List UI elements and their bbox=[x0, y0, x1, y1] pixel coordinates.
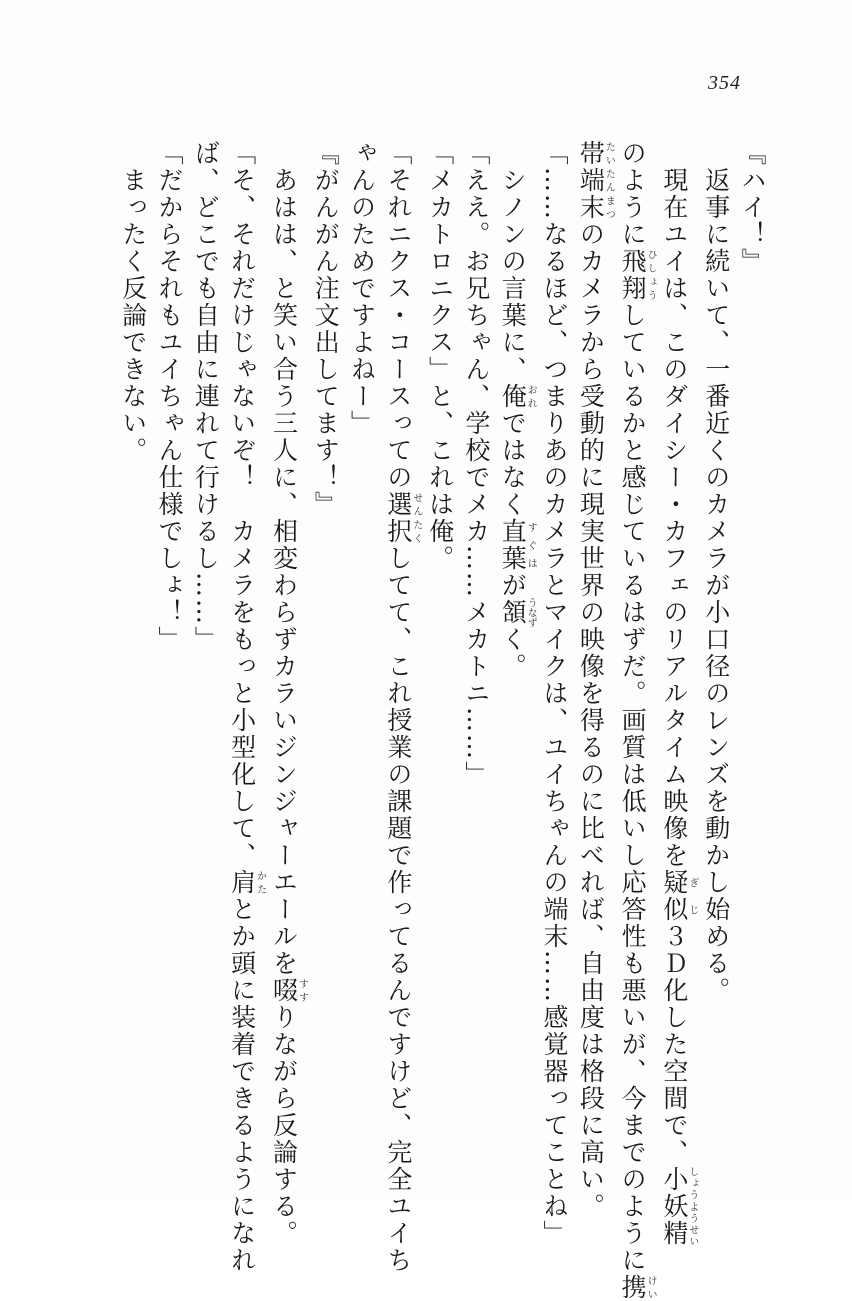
text-line-1: 『ハイ！』 bbox=[738, 140, 767, 275]
text-line-4 bbox=[614, 140, 657, 1301]
text-line-8: 「ええ。お兄ちゃん、学校でメカ……メカトニ……」 bbox=[461, 140, 491, 788]
ruby-sentaku: 選択せんたく bbox=[383, 491, 422, 545]
ruby-kata: 肩かた bbox=[227, 869, 266, 896]
text-line-3 bbox=[656, 140, 698, 1247]
text-line-4-a: のように bbox=[618, 140, 648, 248]
page-number: 354 bbox=[708, 72, 741, 94]
text-line-17: まったく反論できない。 bbox=[118, 140, 148, 464]
text-line-4-b: しているかと感じているはずだ。画質は低いし応答性も悪いが、今までのように bbox=[618, 302, 648, 1274]
text-line-6: 「……なるほど、つまりあのカメラとマイクは、ユイちゃんの端末……感覚器ってことね」 bbox=[540, 140, 570, 1247]
ruby-kei: 携けい bbox=[618, 1274, 657, 1301]
text-line-12: 『がんがん注文出してます！』 bbox=[311, 140, 341, 518]
text-line-7-a: シノンの言葉に、 bbox=[498, 140, 528, 383]
text-line-10-b: してて、これ授業の課題で作ってるんですけど、完全ユイち bbox=[383, 545, 413, 1274]
body-text bbox=[110, 140, 770, 1301]
text-line-3-a: 現在ユイは、このダイシー・カフェのリアルタイム映像を bbox=[659, 140, 689, 869]
ruby-suguha: 直葉すぐは bbox=[498, 518, 537, 572]
text-line-7-d: く。 bbox=[498, 626, 528, 680]
text-line-5 bbox=[572, 140, 615, 1220]
text-line-3-b: ３Ｄ化した空間で、 bbox=[659, 923, 689, 1166]
ruby-hishou: 飛翔ひしょう bbox=[618, 248, 657, 302]
text-line-9: 「メカトロニクス」と、これは俺。 bbox=[425, 140, 455, 572]
ruby-taitanmatsu: 帯端末たいたんまつ bbox=[576, 140, 615, 221]
text-line-7 bbox=[494, 140, 536, 1150]
text-line-11: ゃんのためですよねー」 bbox=[347, 140, 377, 437]
text-line-13-b: りながら反論する。 bbox=[269, 1004, 299, 1247]
ruby-gi: 疑似ぎじ bbox=[659, 869, 698, 923]
text-line-14-a: 「そ、それだけじゃないぞ！ カメラをもっと小型化して、 bbox=[227, 140, 257, 869]
text-line-2: 返事に続いて、一番近くのカメラが小口径のレンズを動かし始める。 bbox=[701, 140, 731, 1004]
text-line-16: 「だからそれもユイちゃん仕様でしょ！」 bbox=[155, 140, 185, 653]
text-line-14-b: とか頭に装着できるようになれ bbox=[227, 896, 257, 1274]
text-line-10-a: 「それニクス・コースっての bbox=[383, 140, 413, 491]
ruby-unazu: 頷うなず bbox=[498, 597, 537, 628]
text-line-5-a: のカメラから受動的に現実世界の映像を得るのに比べれば、自由度は格段に高い。 bbox=[576, 221, 606, 1220]
text-line-7-c: が bbox=[498, 572, 528, 599]
text-line-13-a: あはは、と笑い合う三人に、相変わらずカラいジンジャーエールを bbox=[269, 140, 299, 977]
text-line-7-b: ではなく bbox=[498, 410, 528, 518]
ruby-susu: 啜すす bbox=[269, 977, 308, 1004]
ruby-ore: 俺おれ bbox=[498, 383, 537, 410]
ruby-shouyousei: 小妖精しょうようせい bbox=[659, 1166, 698, 1247]
text-line-15: ば、どこでも自由に連れて行けるし……」 bbox=[191, 140, 221, 653]
text-line-14 bbox=[223, 140, 266, 1274]
text-line-10 bbox=[380, 140, 422, 1274]
text-line-13 bbox=[265, 140, 308, 1247]
